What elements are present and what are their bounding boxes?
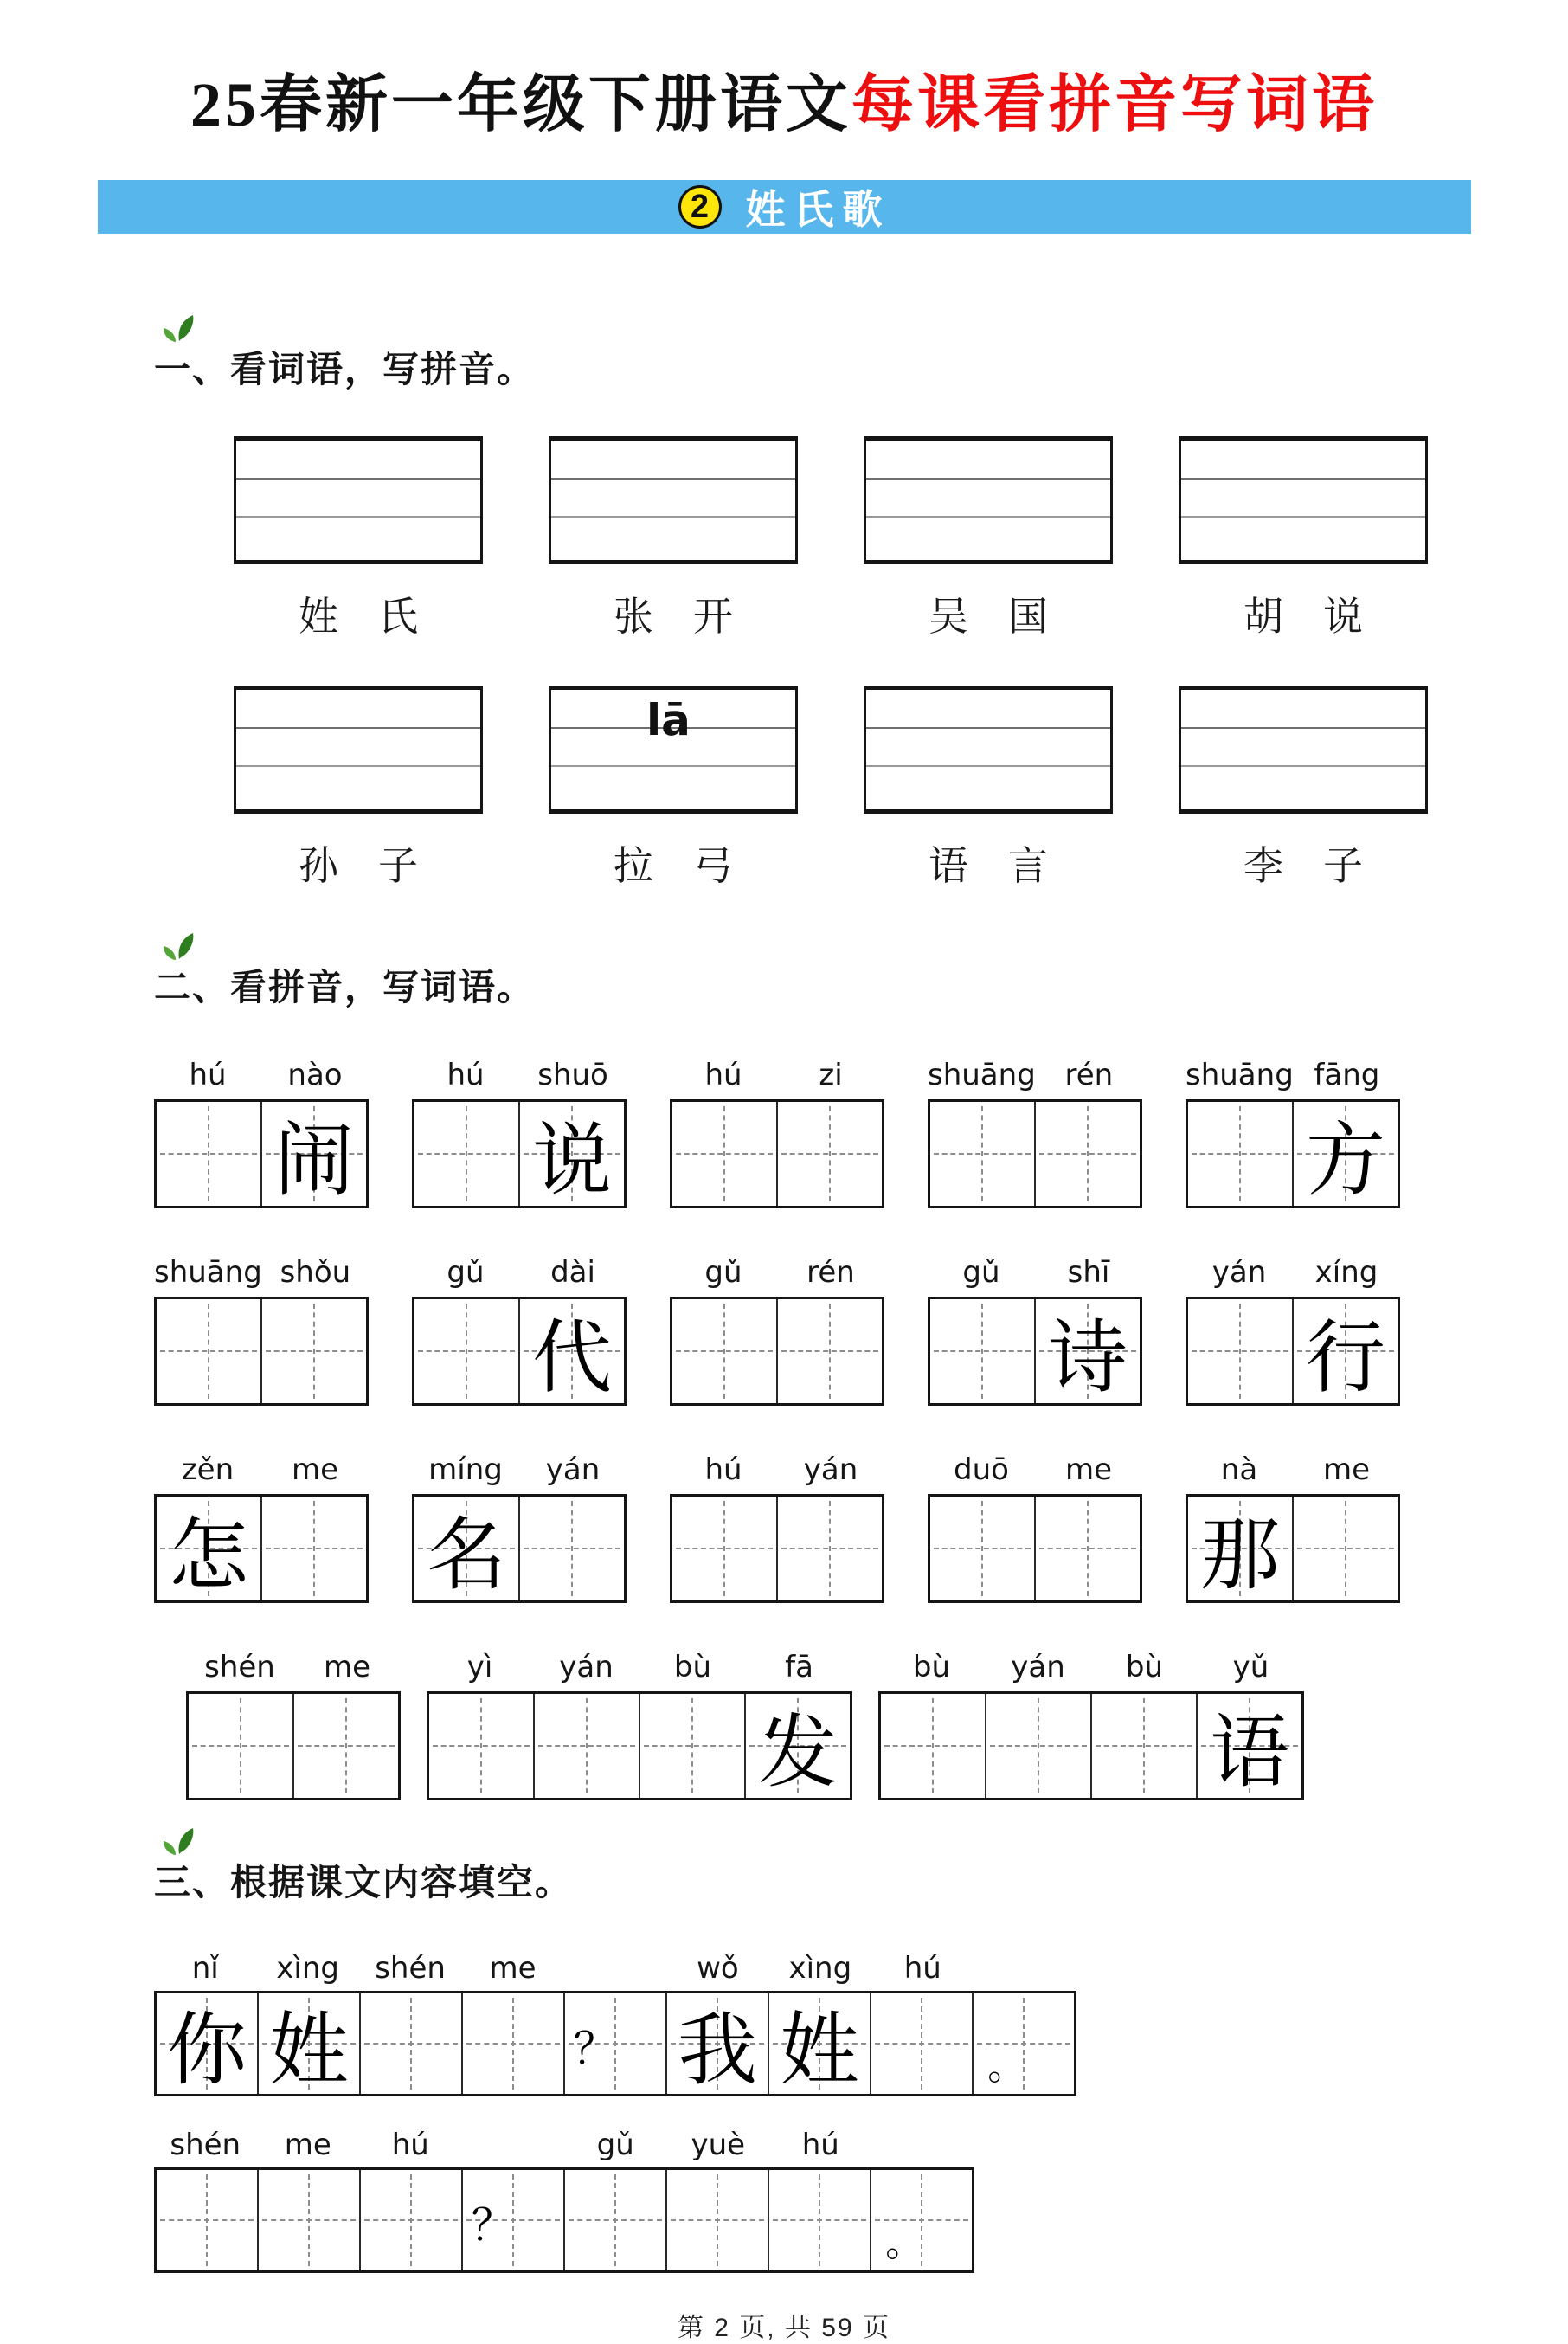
char-grid-box [1186, 1297, 1400, 1406]
pinyin-writing-box [1179, 686, 1428, 814]
grid-cell [157, 1299, 260, 1403]
four-line-guide [236, 478, 480, 480]
char-grid-unit [928, 1053, 1142, 1208]
pinyin-label-row [154, 1946, 1076, 1986]
grid-cell [930, 1497, 1034, 1600]
grid-cell [1292, 1497, 1398, 1600]
char-grid-unit [412, 1447, 627, 1603]
grid-cell [672, 1497, 776, 1600]
grid-cell [461, 2170, 563, 2270]
written-char: 姓 [268, 2004, 349, 2097]
question-mark: ？ [573, 2024, 617, 2075]
pinyin-box-unit [864, 436, 1113, 642]
grid-cell [563, 1993, 665, 2094]
pinyin-syllable: shuāng [1186, 1058, 1294, 1093]
grid-cell [672, 1102, 776, 1206]
section-two-heading [154, 959, 535, 1011]
word-label: 李 子 [1243, 842, 1363, 890]
char-grid-box [928, 1099, 1142, 1208]
pinyin-syllable: rén [1064, 1058, 1114, 1093]
pinyin-syllable: xìng [788, 1951, 852, 1987]
written-char: 代 [531, 1311, 612, 1405]
char-grid-unit [1186, 1053, 1400, 1208]
pinyin-syllable: hú [801, 2128, 839, 2163]
pinyin-syllable: me [291, 1452, 339, 1488]
pinyin-label-row [928, 1447, 1142, 1487]
grid-cell [870, 1993, 972, 2094]
grid-cell [461, 1993, 563, 2094]
pinyin-syllable: yán [1211, 1255, 1267, 1291]
section-one-heading-text: 一、看词语，写拼音。 [154, 349, 536, 390]
grid-cell [518, 1102, 624, 1206]
written-char: 说 [531, 1114, 612, 1207]
fill-strip-unit [154, 1946, 1568, 2096]
pinyin-writing-box [234, 436, 483, 564]
grid-cell [260, 1102, 366, 1206]
four-line-guide [1181, 478, 1425, 480]
char-grid-unit [427, 1645, 852, 1800]
page-title-red: 每课看拼音写词语 [851, 70, 1378, 140]
section-two-rows [0, 1053, 1568, 1800]
pinyin-syllable: rén [806, 1255, 855, 1291]
written-char: 诗 [1047, 1311, 1128, 1405]
char-grid-box [1186, 1099, 1400, 1208]
grid-cell [292, 1694, 398, 1798]
char-grid-box [670, 1494, 884, 1603]
char-grid-box [427, 1691, 852, 1800]
char-grid-unit [928, 1250, 1142, 1406]
grid-cell [639, 1694, 744, 1798]
pinyin-syllable: nà [1220, 1452, 1258, 1488]
pinyin-box-unit [1179, 436, 1428, 642]
pinyin-syllable: yuè [691, 2128, 746, 2163]
pinyin-label-row [412, 1053, 627, 1092]
page-title-black: 25春新一年级下册语文 [190, 70, 851, 140]
word-row [234, 436, 1568, 642]
char-grid-unit [186, 1645, 401, 1800]
pinyin-syllable: bù [673, 1650, 712, 1685]
grid-cell [414, 1102, 518, 1206]
pinyin-label-row [154, 1250, 369, 1290]
written-char: 姓 [779, 2004, 859, 2097]
grid-cell [672, 1299, 776, 1403]
section-one-rows [0, 436, 1568, 892]
written-pinyin: lā [646, 695, 691, 746]
pinyin-syllable: hú [447, 1058, 485, 1093]
four-line-guide [1181, 765, 1425, 767]
written-char: 行 [1305, 1311, 1385, 1405]
written-char: 发 [757, 1706, 838, 1800]
char-grid-box [928, 1494, 1142, 1603]
grid-cell [260, 1497, 366, 1600]
pinyin-label-row [928, 1053, 1142, 1092]
char-grid-box [412, 1297, 627, 1406]
char-grid-unit [1186, 1250, 1400, 1406]
pinyin-syllable: yán [1011, 1650, 1065, 1685]
grid-cell [881, 1694, 985, 1798]
pinyin-syllable: hú [704, 1058, 742, 1093]
pinyin-box-unit [549, 686, 798, 892]
char-grid-box [412, 1494, 627, 1603]
pinyin-syllable: zěn [181, 1452, 235, 1488]
lesson-title: 姓氏歌 [745, 187, 891, 233]
grid-cell [768, 2170, 870, 2270]
page-footer: 第 2 页, 共 59 页 [677, 2314, 891, 2343]
pinyin-syllable: me [284, 2128, 331, 2163]
four-line-guide [236, 516, 480, 518]
pinyin-syllable: hú [391, 2128, 429, 2163]
four-line-guide [1181, 516, 1425, 518]
grid-cell [665, 1993, 768, 2097]
grid-cell [1292, 1299, 1398, 1403]
period-mark: 。 [987, 2044, 1026, 2089]
four-line-guide [866, 765, 1110, 767]
char-grid-row [154, 1250, 1568, 1406]
grid-cell [985, 1694, 1090, 1798]
pinyin-label-row [154, 1053, 369, 1092]
word-label: 吴 国 [929, 593, 1048, 641]
written-char: 闹 [273, 1114, 354, 1207]
pinyin-syllable: bù [912, 1650, 951, 1685]
pinyin-syllable: bù [1125, 1650, 1164, 1685]
pinyin-label-row [878, 1645, 1304, 1684]
grid-cell [257, 1993, 359, 2097]
pinyin-label-row [670, 1250, 884, 1290]
char-grid-box [878, 1691, 1304, 1800]
pinyin-syllable: shén [170, 2128, 241, 2163]
char-grid-unit [154, 1447, 369, 1603]
pinyin-syllable: xíng [1314, 1255, 1378, 1291]
four-line-guide [236, 765, 480, 767]
grid-cell [189, 1694, 292, 1798]
leaf-icon [157, 312, 197, 353]
page-title [0, 42, 1568, 138]
fill-strip-box [154, 2167, 974, 2273]
grid-cell [1188, 1102, 1292, 1206]
four-line-guide [866, 478, 1110, 480]
section-two-heading-text: 二、看拼音，写词语。 [154, 967, 536, 1008]
pinyin-box-unit [864, 686, 1113, 892]
grid-cell [257, 2170, 359, 2270]
pinyin-syllable: shī [1067, 1255, 1110, 1291]
four-line-guide [866, 727, 1110, 729]
written-char: 你 [166, 2004, 247, 2097]
pinyin-label-row [1186, 1053, 1400, 1092]
pinyin-syllable: shuāng [928, 1058, 1036, 1093]
pinyin-syllable: shuāng [154, 1255, 262, 1291]
pinyin-syllable: fāng [1314, 1058, 1380, 1093]
pinyin-syllable: hú [903, 1951, 941, 1987]
pinyin-syllable: yán [803, 1452, 858, 1488]
pinyin-syllable: nǐ [191, 1951, 219, 1987]
pinyin-syllable: gǔ [447, 1255, 485, 1291]
pinyin-box-unit [1179, 686, 1428, 892]
section-three-heading [154, 1854, 573, 1906]
grid-cell [1196, 1694, 1301, 1798]
word-label: 语 言 [929, 842, 1048, 890]
section-one-heading [154, 341, 535, 393]
pinyin-syllable: gǔ [704, 1255, 742, 1291]
char-grid-row [154, 1053, 1568, 1208]
word-row [234, 686, 1568, 892]
grid-cell [157, 2170, 257, 2270]
section-three-heading-text: 三、根据课文内容填空。 [154, 1862, 574, 1903]
grid-cell [930, 1299, 1034, 1403]
pinyin-syllable: wǒ [697, 1951, 739, 1987]
pinyin-label-row [186, 1645, 401, 1684]
pinyin-label-row [154, 2122, 974, 2162]
pinyin-syllable: yán [559, 1650, 614, 1685]
four-line-guide [551, 765, 795, 767]
written-char: 语 [1209, 1706, 1289, 1800]
pinyin-box-unit [234, 686, 483, 892]
char-grid-box [670, 1099, 884, 1208]
grid-cell [414, 1299, 518, 1403]
grid-cell [533, 1694, 639, 1798]
four-line-guide [866, 516, 1110, 518]
char-grid-unit [154, 1250, 369, 1406]
pinyin-syllable: nào [287, 1058, 343, 1093]
grid-cell [776, 1102, 882, 1206]
written-char: 名 [426, 1509, 506, 1602]
word-label: 姓 氏 [299, 593, 418, 641]
char-grid-box [154, 1297, 369, 1406]
grid-cell [870, 2170, 972, 2270]
char-grid-unit [412, 1250, 627, 1406]
pinyin-writing-box [864, 686, 1113, 814]
char-grid-box [670, 1297, 884, 1406]
pinyin-syllable: yì [466, 1650, 493, 1685]
grid-cell [1034, 1299, 1140, 1403]
char-grid-unit [154, 1053, 369, 1208]
written-char: 方 [1305, 1114, 1385, 1207]
pinyin-syllable: gǔ [596, 2128, 634, 2163]
fill-strip-box [154, 1991, 1076, 2096]
char-grid-unit [928, 1447, 1142, 1603]
grid-cell [768, 1993, 870, 2097]
grid-cell [744, 1694, 850, 1798]
grid-cell [563, 2170, 665, 2270]
char-grid-row [154, 1447, 1568, 1603]
pinyin-syllable: me [489, 1951, 537, 1987]
pinyin-label-row [412, 1250, 627, 1290]
pinyin-writing-box [549, 436, 798, 564]
grid-cell [1090, 1694, 1196, 1798]
char-grid-unit [412, 1053, 627, 1208]
pinyin-syllable: hú [189, 1058, 227, 1093]
pinyin-syllable: fā [785, 1650, 813, 1685]
lesson-banner [98, 180, 1471, 234]
pinyin-syllable: shǒu [280, 1255, 351, 1291]
char-grid-unit [670, 1053, 884, 1208]
four-line-guide [551, 478, 795, 480]
char-grid-box [154, 1494, 369, 1603]
pinyin-syllable: yǔ [1232, 1650, 1269, 1685]
char-grid-box [186, 1691, 401, 1800]
four-line-guide [551, 516, 795, 518]
grid-cell [1292, 1102, 1398, 1206]
pinyin-syllable: me [323, 1650, 371, 1685]
grid-cell [930, 1102, 1034, 1206]
pinyin-syllable: míng [428, 1452, 503, 1488]
pinyin-label-row [928, 1250, 1142, 1290]
grid-cell [429, 1694, 533, 1798]
pinyin-label-row [670, 1053, 884, 1092]
four-line-guide [1181, 727, 1425, 729]
grid-cell [260, 1299, 366, 1403]
grid-cell [518, 1497, 624, 1600]
word-label: 孙 子 [299, 842, 418, 890]
pinyin-label-row [412, 1447, 627, 1487]
pinyin-writing-box [234, 686, 483, 814]
written-char: 怎 [168, 1509, 248, 1602]
pinyin-syllable: shén [375, 1951, 446, 1987]
pinyin-label-row [670, 1447, 884, 1487]
char-grid-row [186, 1645, 1568, 1800]
four-line-guide [236, 727, 480, 729]
grid-cell [776, 1497, 882, 1600]
pinyin-label-row [154, 1447, 369, 1487]
grid-cell [518, 1299, 624, 1403]
section-three-rows [0, 1946, 1568, 2273]
pinyin-syllable: zi [819, 1058, 843, 1093]
grid-cell [665, 2170, 768, 2270]
char-grid-box [928, 1297, 1142, 1406]
grid-cell [414, 1497, 518, 1600]
grid-cell [359, 2170, 461, 2270]
word-label: 拉 弓 [614, 842, 733, 890]
grid-cell [1034, 1102, 1140, 1206]
pinyin-syllable: shén [204, 1650, 275, 1685]
grid-cell [359, 1993, 461, 2094]
pinyin-label-row [427, 1645, 852, 1684]
grid-cell [1188, 1299, 1292, 1403]
char-grid-unit [878, 1645, 1304, 1800]
pinyin-writing-box [864, 436, 1113, 564]
written-char: 我 [677, 2004, 757, 2097]
char-grid-box [1186, 1494, 1400, 1603]
pinyin-syllable: me [1322, 1452, 1371, 1488]
lesson-number: 2 [690, 188, 710, 225]
pinyin-writing-box [549, 686, 798, 814]
pinyin-box-unit [549, 436, 798, 642]
pinyin-syllable: duō [954, 1452, 1009, 1488]
grid-cell [1188, 1497, 1292, 1600]
word-label: 张 开 [614, 593, 733, 641]
pinyin-writing-box [1179, 436, 1428, 564]
grid-cell [157, 1497, 260, 1600]
grid-cell [1034, 1497, 1140, 1600]
leaf-icon [157, 930, 197, 971]
word-label: 胡 说 [1243, 593, 1363, 641]
pinyin-label-row [1186, 1250, 1400, 1290]
grid-cell [157, 1102, 260, 1206]
question-mark: ？ [471, 2200, 515, 2251]
fill-strip-unit [154, 2122, 1568, 2273]
char-grid-box [154, 1099, 369, 1208]
char-grid-unit [670, 1447, 884, 1603]
pinyin-box-unit [234, 436, 483, 642]
pinyin-label-row [1186, 1447, 1400, 1487]
grid-cell [776, 1299, 882, 1403]
pinyin-syllable: xìng [276, 1951, 339, 1987]
grid-cell [972, 1993, 1074, 2094]
pinyin-syllable: hú [704, 1452, 742, 1488]
pinyin-syllable: shuō [537, 1058, 608, 1093]
pinyin-syllable: dài [550, 1255, 595, 1291]
lesson-number-badge [678, 185, 722, 229]
period-mark: 。 [885, 2220, 924, 2265]
char-grid-unit [1186, 1447, 1400, 1603]
pinyin-syllable: gǔ [962, 1255, 1000, 1291]
char-grid-unit [670, 1250, 884, 1406]
leaf-icon [157, 1825, 197, 1866]
written-char: 那 [1199, 1509, 1280, 1602]
worksheet-page [0, 42, 1568, 2343]
char-grid-box [412, 1099, 627, 1208]
pinyin-syllable: yán [545, 1452, 601, 1488]
pinyin-syllable: me [1064, 1452, 1113, 1488]
grid-cell [157, 1993, 257, 2097]
